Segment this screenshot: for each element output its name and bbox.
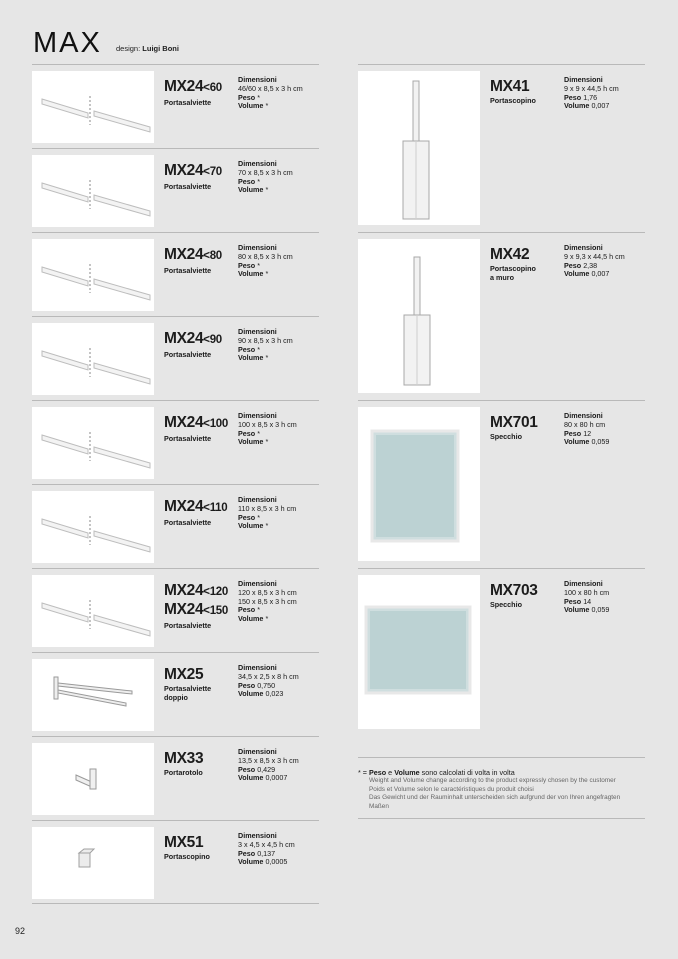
product-code: MX25: [164, 666, 204, 683]
product-code: MX24<110: [164, 498, 228, 515]
product-mx24-70: [32, 148, 319, 232]
footnote-english: Weight and Volume change according to the product expressly chosen by the customer: [369, 777, 616, 784]
towel-rail-image: [32, 239, 154, 311]
product-mx51: [32, 820, 319, 904]
product-label: Portasalviette: [164, 98, 212, 107]
product-dimensions: Dimensioni 80 x 8,5 x 3 h cm Peso * Volume *: [238, 243, 293, 279]
product-code: MX701: [490, 414, 538, 431]
product-code: MX24<120: [164, 582, 228, 599]
towel-rail-image: [32, 71, 154, 143]
brand-title: MAX: [33, 27, 102, 59]
towel-rail-image: [32, 491, 154, 563]
left-product-column: [32, 64, 319, 904]
product-dimensions: Dimensioni 3 x 4,5 x 4,5 h cm Peso 0,137 Volume 0,0005: [238, 831, 295, 867]
product-dimensions: Dimensioni 100 x 8,5 x 3 h cm Peso * Volume *: [238, 411, 297, 447]
product-dimensions: Dimensioni 46/60 x 8,5 x 3 h cm Peso * Volume *: [238, 75, 303, 111]
product-label: Portasalviette: [164, 350, 212, 359]
towel-rail-image: [32, 407, 154, 479]
product-mx42: [358, 232, 645, 400]
product-mx24-90: [32, 316, 319, 400]
mirror-image: [358, 575, 480, 729]
product-dimensions: Dimensioni 90 x 8,5 x 3 h cm Peso * Volume *: [238, 327, 293, 363]
product-label: Portasalviette: [164, 518, 212, 527]
product-mx33: [32, 736, 319, 820]
product-code: MX33: [164, 750, 204, 767]
designer-credit: design: Luigi Boni: [116, 44, 179, 53]
product-mx701: [358, 400, 645, 568]
product-dimensions: Dimensioni 80 x 80 h cm Peso 12 Volume 0,059: [564, 411, 610, 447]
footnote-german: Das Gewicht und der Rauminhalt unterscheiden sich aufgrund der von Ihren angefragten: [369, 794, 621, 802]
product-mx24-80: [32, 232, 319, 316]
designer-name: Luigi Boni: [142, 44, 179, 53]
product-dimensions: Dimensioni 110 x 8,5 x 3 h cm Peso * Volume *: [238, 495, 297, 531]
footnote-main: * = Peso e Volume sono calcolati di volta in volta: [358, 768, 515, 777]
footnote-german-2: Maßen: [369, 802, 389, 810]
product-label: Portascopino: [490, 96, 536, 105]
product-code: MX703: [490, 582, 538, 599]
product-label: Specchio: [490, 600, 522, 609]
towel-rail-image: [32, 155, 154, 227]
product-dimensions: Dimensioni 120 x 8,5 x 3 h cm 150 x 8,5 x 3 h cm Peso * Volume *: [238, 579, 297, 624]
product-dimensions: Dimensioni 9 x 9 x 44,5 h cm Peso 1,76 Volume 0,007: [564, 75, 619, 111]
product-label: Portasalviette doppio: [164, 684, 212, 702]
double-towel-holder-image: [32, 659, 154, 731]
product-dimensions: Dimensioni 100 x 80 h cm Peso 14 Volume 0,059: [564, 579, 610, 615]
product-label: Portasalviette: [164, 182, 212, 191]
product-code: MX24<100: [164, 414, 228, 431]
product-label: Portascopino: [164, 852, 210, 861]
product-code: MX51: [164, 834, 204, 851]
towel-rail-image: [32, 575, 154, 647]
product-mx24-120-150: [32, 568, 319, 652]
product-dimensions: Dimensioni 70 x 8,5 x 3 h cm Peso * Volume *: [238, 159, 293, 195]
product-label: Portasalviette: [164, 621, 212, 630]
product-dimensions: Dimensioni 9 x 9,3 x 44,5 h cm Peso 2,38 Volume 0,007: [564, 243, 625, 279]
product-label: Portasalviette: [164, 266, 212, 275]
footnote-french: Poids et Volume selon le caractéristiques du produit choisi: [369, 785, 534, 793]
product-dimensions: Dimensioni 34,5 x 2,5 x 8 h cm Peso 0,750 Volume 0,023: [238, 663, 299, 699]
product-code: MX42: [490, 246, 530, 263]
product-mx41: [358, 64, 645, 232]
wall-toilet-brush-image: [358, 239, 480, 393]
product-code: MX24<80: [164, 246, 222, 263]
product-dimensions: Dimensioni 13,5 x 8,5 x 3 h cm Peso 0,429 Volume 0,0007: [238, 747, 299, 783]
product-label: Portarotolo: [164, 768, 203, 777]
product-mx24-60: [32, 64, 319, 148]
toilet-brush-image: [358, 71, 480, 225]
roll-holder-image: [32, 743, 154, 815]
product-label: Portasalviette: [164, 434, 212, 443]
mirror-image: [358, 407, 480, 561]
product-mx25: [32, 652, 319, 736]
towel-rail-image: [32, 323, 154, 395]
footnote: [358, 757, 645, 819]
page-number: 92: [15, 926, 26, 936]
product-mx24-110: [32, 484, 319, 568]
left-bottom-rule: [32, 903, 319, 904]
product-code: MX41: [490, 78, 530, 95]
product-code: MX24<90: [164, 330, 222, 347]
product-label: Specchio: [490, 432, 522, 441]
brush-holder-wall-piece-image: [32, 827, 154, 899]
product-code-2: MX24<150: [164, 601, 228, 618]
right-product-column: [358, 64, 645, 736]
product-code: MX24<60: [164, 78, 222, 95]
product-label: Portascopino a muro: [490, 264, 536, 282]
product-mx24-100: [32, 400, 319, 484]
product-code: MX24<70: [164, 162, 222, 179]
product-mx703: [358, 568, 645, 736]
